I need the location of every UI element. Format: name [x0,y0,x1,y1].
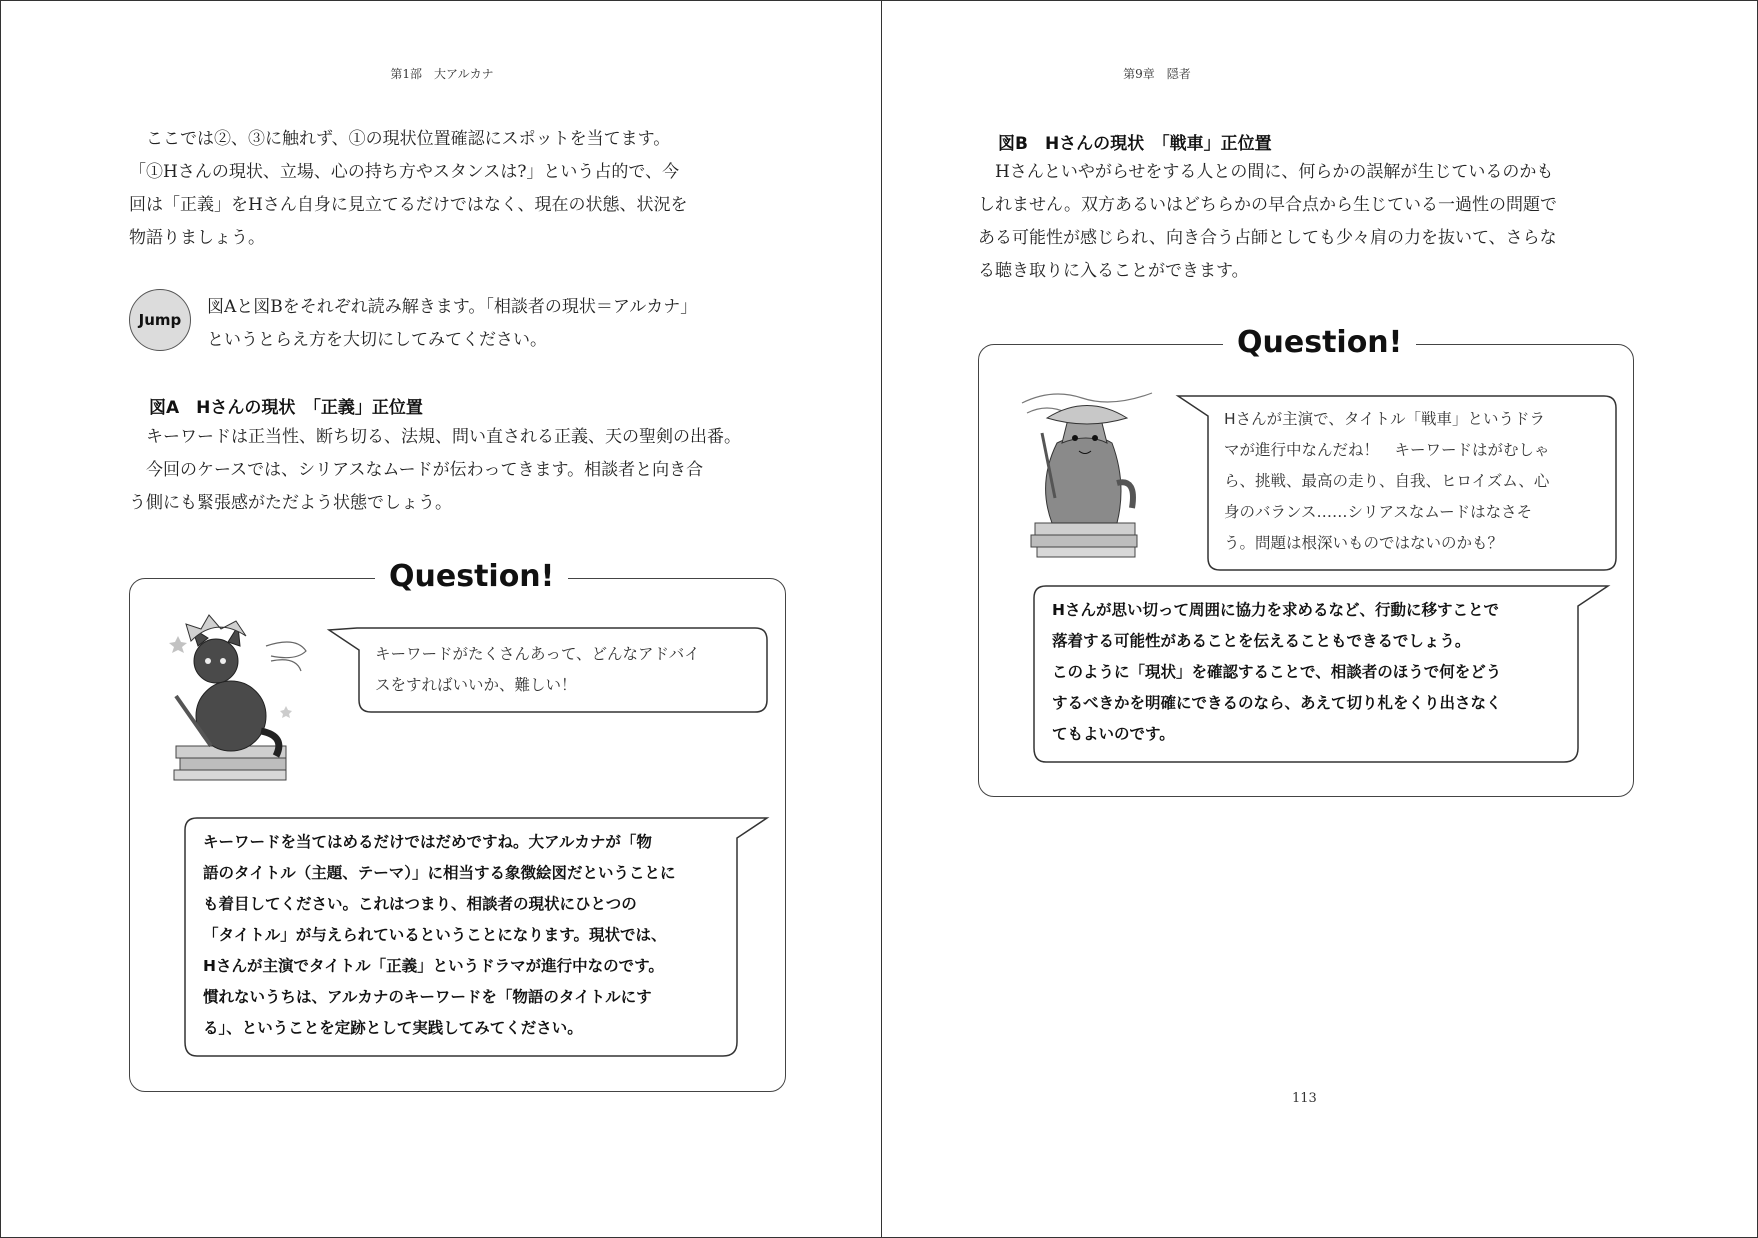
bubble-line: ら、挑戦、最高の走り、自我、ヒロイズム、心 [1224,472,1550,490]
figure-b-line: しれません。双方あるいはどちらかの早合点から生じている一過性の問題で [978,195,1558,215]
bubble-line: 語のタイトル（主題、テーマ）」に相当する象徴絵図だということに [203,864,676,882]
figure-a-heading: 図A Hさんの現状 「正義」正位置 [149,398,423,418]
bubble-line: 身のバランス……シリアスなムードはなさそ [1224,503,1533,521]
intro-line: ここでは②、③に触れず、①の現状位置確認にスポットを当てます。 [129,129,671,149]
bubble-line: このように「現状」を確認することで、相談者のほうで何をどう [1052,663,1502,681]
intro-line: 物語りましょう。 [129,228,265,248]
bubble-line: 落着する可能性があることを伝えることもできるでしょう。 [1052,632,1471,650]
figure-b-line: ある可能性が感じられ、向き合う占師としても少々肩の力を抜いて、さらな [978,228,1557,248]
running-head-left: 第1部 大アルカナ [390,67,494,81]
page-number: 113 [1292,1091,1317,1106]
bubble-line: も着目してください。これはつまり、相談者の現状にひとつの [203,895,637,913]
jump-badge: Jump [129,289,191,351]
bubble-line: てもよいのです。 [1052,725,1175,743]
bubble-line: マが進行中なんだね！ キーワードはがむしゃ [1224,441,1550,459]
bubble-line: するべきかを明確にできるのなら、あえて切り札をくり出さなく [1052,694,1502,712]
bubble-line: う。問題は根深いものではないのかも？ [1224,534,1504,552]
figure-a-line: う側にも緊張感がただよう状態でしょう。 [129,493,452,513]
dog-wizard-icon [1017,383,1157,563]
bubble-answer-left-text [203,827,733,1044]
intro-line: 「①Hさんの現状、立場、心の持ち方やスタンスは?」という占的で、今 [129,162,680,182]
bubble-line: Hさんが主演でタイトル「正義」というドラマが進行中なのです。 [203,957,664,975]
bubble-line: キーワードがたくさんあって、どんなアドバイ [375,645,700,663]
jump-line: 図Aと図Bをそれぞれ読み解きます。「相談者の現状＝アルカナ」 [207,297,698,317]
bubble-line: Hさんが思い切って周囲に協力を求めるなど、行動に移すことで [1052,601,1499,619]
jump-text [207,291,807,357]
figure-a-paragraph [129,421,819,520]
right-page [882,0,1758,1238]
bubble-line: 慣れないうちは、アルカナのキーワードを「物語のタイトルにす [203,988,652,1006]
bubble-answer-right-text [1052,595,1582,750]
jump-line: というとらえ方を大切にしてみてください。 [207,330,547,350]
bubble-line: 「タイトル」が与えられているということになります。現状では、 [203,926,667,944]
figure-a-line: キーワードは正当性、断ち切る、法規、問い直される正義、天の聖剣の出番。 [129,427,741,447]
figure-b-line: Hさんといやがらせをする人との間に、何らかの誤解が生じているのかも [978,162,1554,182]
figure-b-heading: 図B Hさんの現状 「戦車」正位置 [998,134,1272,154]
running-head-right: 第9章 隠者 [1123,67,1191,81]
bubble-line: る」、ということを定跡として実践してみてください。 [203,1019,583,1037]
intro-line: 回は「正義」をHさん自身に見立てるだけではなく、現在の状態、状況を [129,195,688,215]
bubble-line: Hさんが主演で、タイトル「戦車」というドラ [1224,410,1546,428]
bubble-line: スをすればいいか、難しい！ [375,676,577,694]
bubble-cat-text [375,639,775,701]
figure-b-paragraph [978,156,1668,288]
figure-b-line: る聴き取りに入ることができます。 [978,261,1249,281]
figure-a-line: 今回のケースでは、シリアスなムードが伝わってきます。相談者と向き合 [129,460,704,480]
question-title-right: Question! [1223,323,1416,363]
intro-paragraph [129,123,809,255]
cat-jester-icon [166,606,316,786]
bubble-dog-text [1224,404,1604,559]
question-title-left: Question! [375,557,568,597]
bubble-line: キーワードを当てはめるだけではだめですね。大アルカナが「物 [203,833,652,851]
